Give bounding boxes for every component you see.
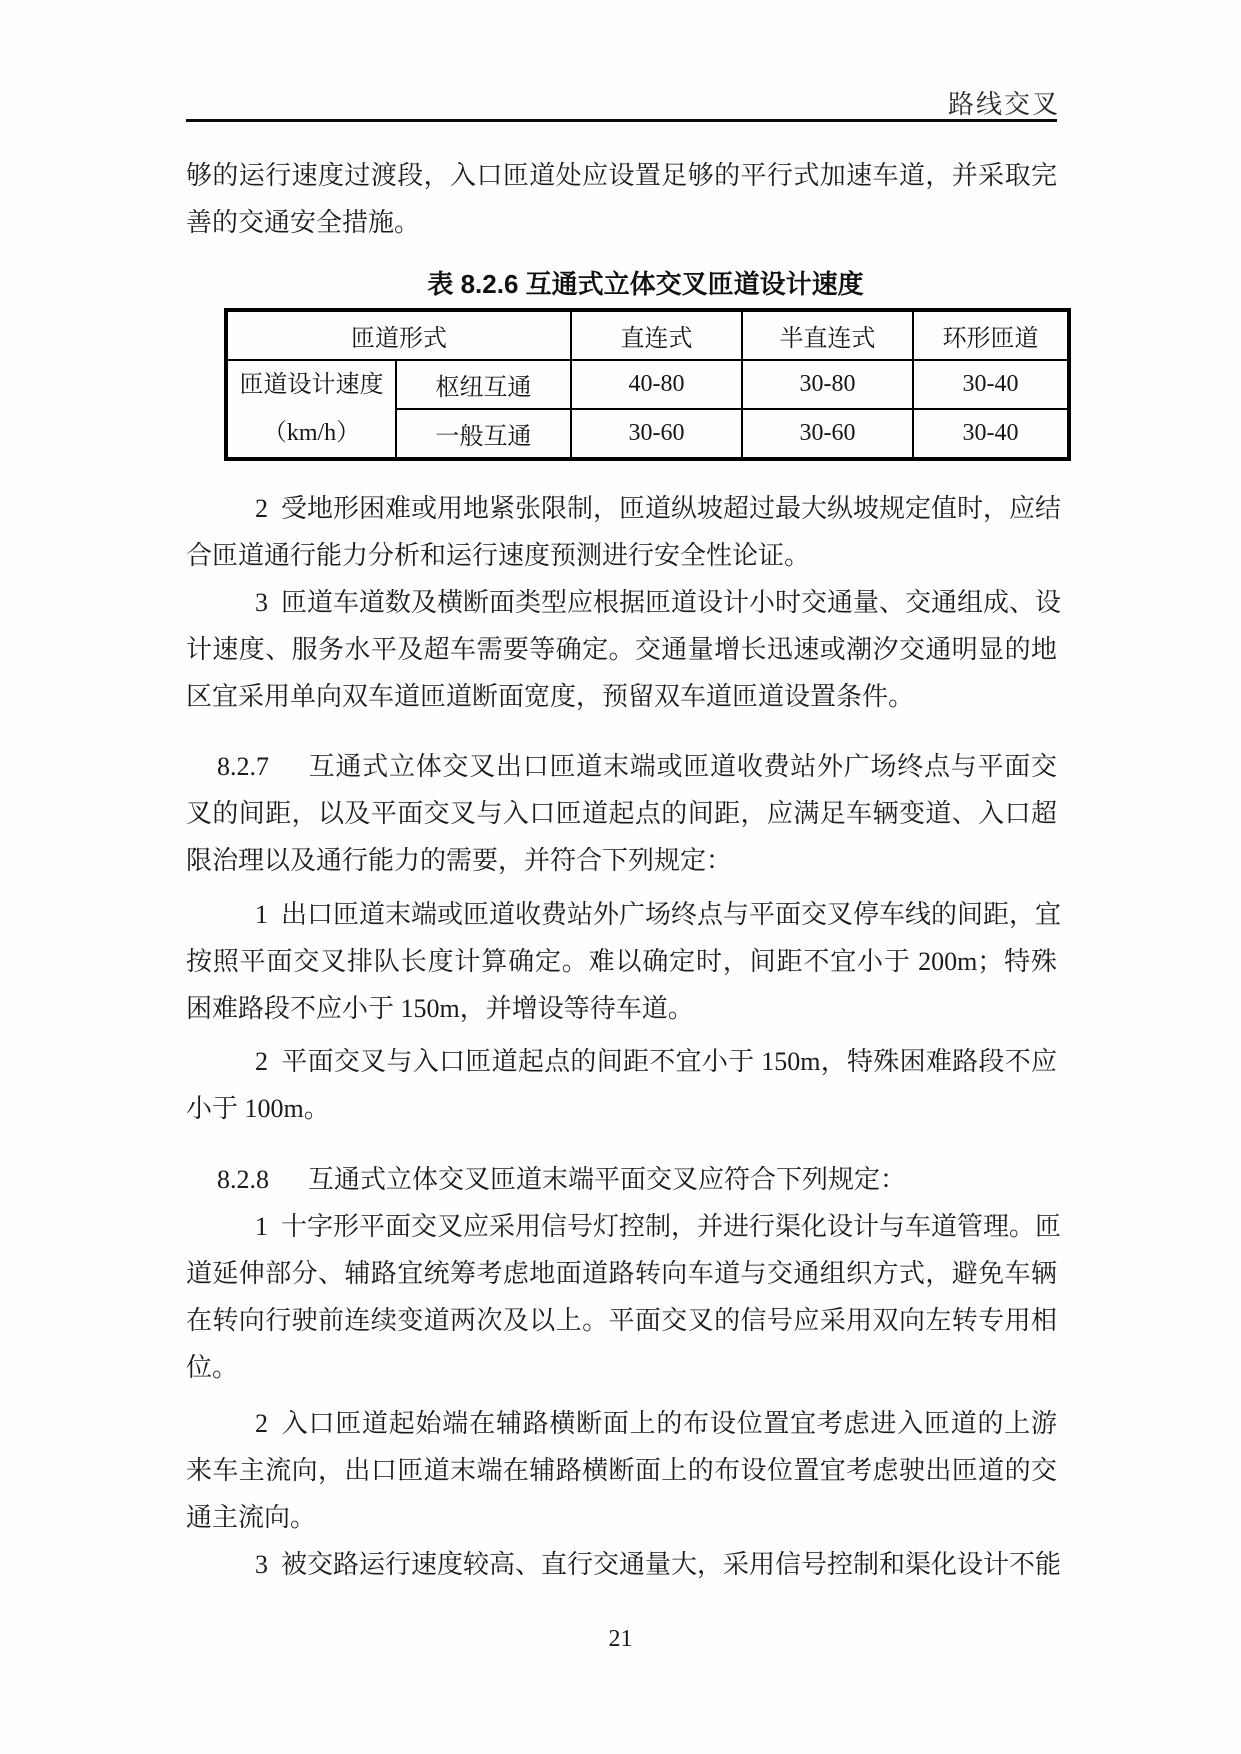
header-cell-loop: 环形匝道	[913, 310, 1069, 360]
text-line: 困难路段不应小于 150m，并增设等待车道。	[186, 994, 694, 1023]
row-label-cell	[226, 360, 396, 459]
table-row	[226, 360, 1069, 409]
text-line: 1 出口匝道末端或匝道收费站外广场终点与平面交叉停车线的间距，宜	[255, 900, 1062, 929]
text-line: 按照平面交叉排队长度计算确定。难以确定时，间距不宜小于 200m；特殊	[186, 947, 1057, 976]
paragraph-item-3	[186, 579, 1062, 720]
text-line: 来车主流向，出口匝道末端在辅路横断面上的布设位置宜考虑驶出匝道的交	[186, 1456, 1057, 1485]
cell-value: 30-60	[742, 409, 913, 459]
clause-8-2-8	[186, 1156, 1057, 1203]
text-line: 8.2.7 互通式立体交叉出口匝道末端或匝道收费站外广场终点与平面交	[217, 752, 1057, 781]
text-line: 位。	[186, 1353, 239, 1382]
cell-type: 一般互通	[396, 409, 571, 459]
paragraph-item-1b	[186, 1203, 1062, 1391]
row-label-line1: 匝道设计速度	[239, 372, 384, 398]
paragraph-item-2b	[186, 1038, 1057, 1132]
header-cell-semi-direct: 半直连式	[742, 310, 913, 360]
text-line: 道延伸部分、辅路宜统筹考虑地面道路转向车道与交通组织方式，避免车辆	[186, 1259, 1057, 1288]
text-line: 叉的间距，以及平面交叉与入口匝道起点的间距，应满足车辆变道、入口超	[186, 799, 1057, 828]
header-rule	[186, 119, 1057, 122]
cell-value: 30-80	[742, 360, 913, 409]
table-header-row	[226, 310, 1069, 360]
text-line: 8.2.8 互通式立体交叉匝道末端平面交叉应符合下列规定：	[217, 1165, 907, 1194]
text-line: 在转向行驶前连续变道两次及以上。平面交叉的信号应采用双向左转专用相	[186, 1306, 1057, 1335]
paragraph-intro	[186, 152, 1057, 246]
cell-value: 30-40	[913, 360, 1069, 409]
text-line: 限治理以及通行能力的需要，并符合下列规定：	[186, 846, 733, 875]
paragraph-item-2	[186, 485, 1062, 579]
running-head: 路线交叉	[947, 90, 1060, 119]
row-label-line2: （km/h）	[262, 420, 361, 446]
text-line: 2 平面交叉与入口匝道起点的间距不宜小于 150m，特殊困难路段不应	[255, 1047, 1057, 1076]
paragraph-item-2c	[186, 1400, 1057, 1541]
header-cell-direct: 直连式	[571, 310, 742, 360]
clause-8-2-7	[186, 743, 1057, 884]
text-line: 区宜采用单向双车道匝道断面宽度，预留双车道匝道设置条件。	[186, 682, 915, 711]
cell-value: 30-60	[571, 409, 742, 459]
cell-value: 30-40	[913, 409, 1069, 459]
table-caption: 表 8.2.6 互通式立体交叉匝道设计速度	[427, 269, 864, 299]
cell-value: 40-80	[571, 360, 742, 409]
table-ramp-design-speed	[224, 308, 1071, 461]
text-line: 小于 100m。	[186, 1094, 330, 1123]
text-line: 计速度、服务水平及超车需要等确定。交通量增长迅速或潮汐交通明显的地	[186, 635, 1057, 664]
header-cell-ramp-form: 匝道形式	[226, 310, 571, 360]
paragraph-item-1	[186, 891, 1062, 1032]
text-line: 合匝道通行能力分析和运行速度预测进行安全性论证。	[186, 541, 811, 570]
text-line: 够的运行速度过渡段，入口匝道处应设置足够的平行式加速车道，并采取完	[186, 161, 1057, 190]
text-line: 3 被交路运行速度较高、直行交通量大，采用信号控制和渠化设计不能	[255, 1550, 1062, 1579]
text-line: 1 十字形平面交叉应采用信号灯控制，并进行渠化设计与车道管理。匝	[255, 1212, 1062, 1241]
text-line: 2 入口匝道起始端在辅路横断面上的布设位置宜考虑进入匝道的上游	[255, 1409, 1057, 1438]
page-footer	[0, 1626, 1241, 1653]
text-line: 善的交通安全措施。	[186, 208, 421, 237]
text-line: 通主流向。	[186, 1503, 317, 1532]
text-line: 3 匝道车道数及横断面类型应根据匝道设计小时交通量、交通组成、设	[255, 588, 1062, 617]
paragraph-item-3b	[186, 1541, 1062, 1588]
page-number: 21	[608, 1626, 633, 1652]
content-area	[186, 152, 1062, 1588]
text-line: 2 受地形困难或用地紧张限制，匝道纵坡超过最大纵坡规定值时，应结	[255, 494, 1062, 523]
cell-type: 枢纽互通	[396, 360, 571, 409]
